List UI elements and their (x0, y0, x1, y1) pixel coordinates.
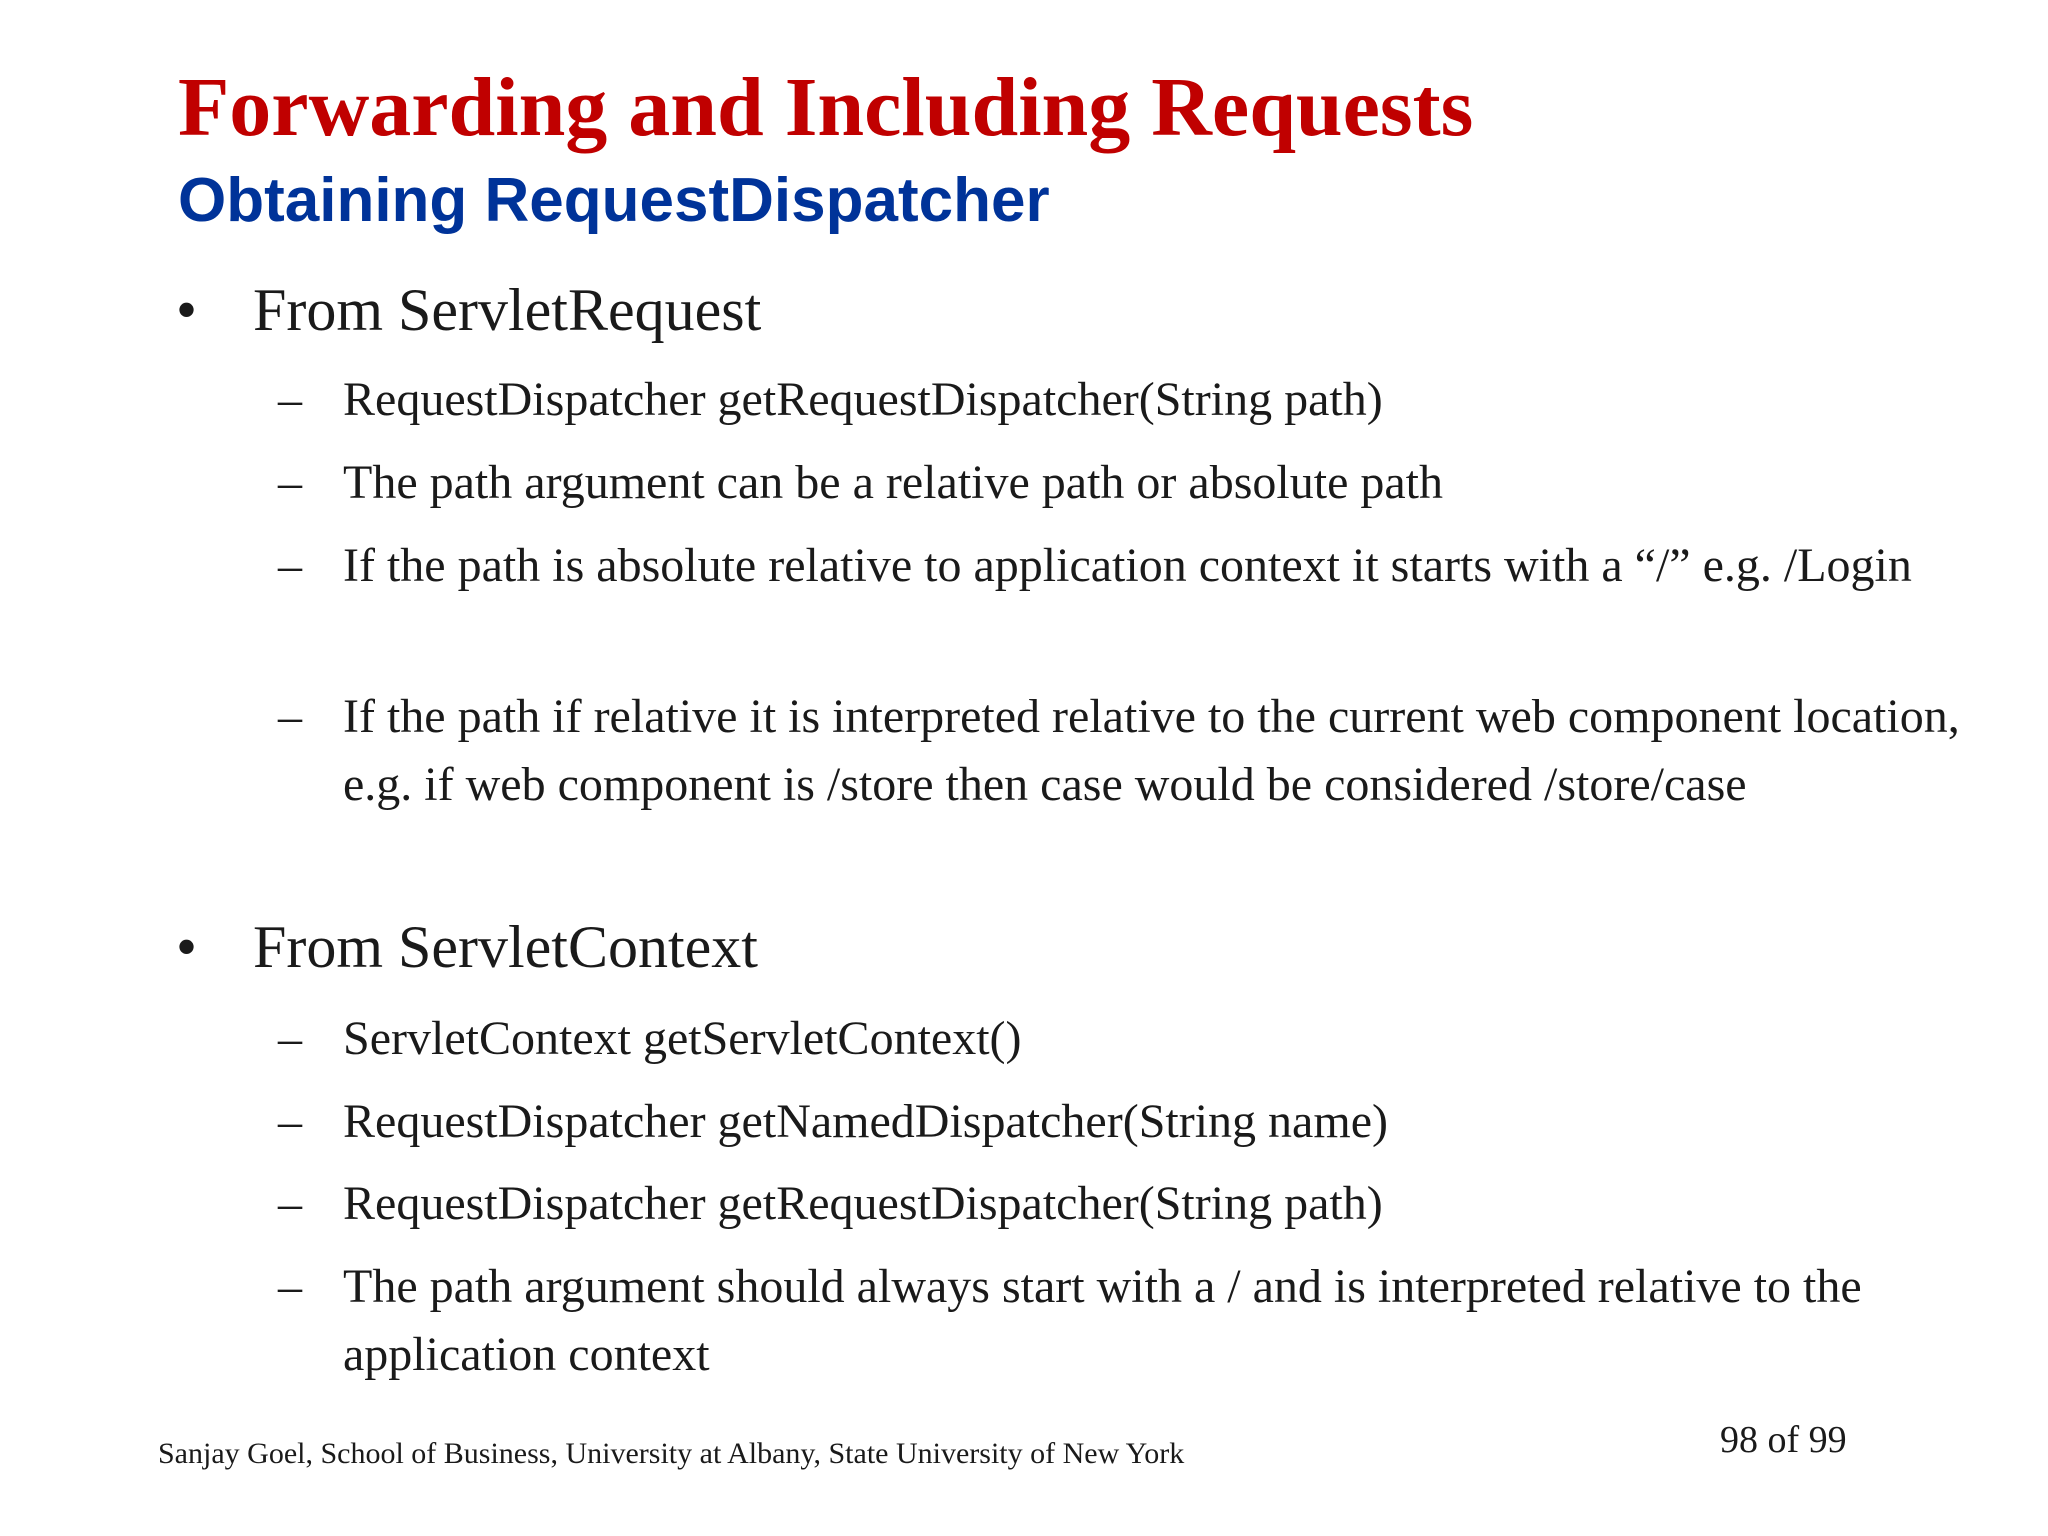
sub-marker: – (278, 1012, 302, 1065)
sub-marker: – (278, 456, 302, 509)
sub-marker: – (278, 539, 302, 592)
sub-marker: – (278, 1177, 302, 1230)
sub-item-text: RequestDispatcher getNamedDispatcher(String name) (343, 1095, 1388, 1148)
slide-subtitle: Obtaining RequestDispatcher (178, 166, 1050, 235)
sub-item-text: ServletContext getServletContext() (343, 1012, 1022, 1065)
sub-item-text: RequestDispatcher getRequestDispatcher(String path) (343, 373, 1383, 426)
bullet-marker: • (176, 914, 198, 980)
sub-item-text: If the path is absolute relative to application context it starts with a “/” e.g. /Login (343, 539, 1912, 592)
sub-marker: – (278, 373, 302, 426)
page-number: 98 of 99 (1720, 1419, 1847, 1461)
sub-marker: – (278, 1260, 302, 1313)
sub-item-text: RequestDispatcher getRequestDispatcher(String path) (343, 1177, 1383, 1230)
footer-credit: Sanjay Goel, School of Business, University at Albany, State University of New York (158, 1437, 1185, 1470)
sub-marker: – (278, 690, 302, 743)
bullet-marker: • (176, 277, 198, 343)
sub-marker: – (278, 1095, 302, 1148)
bullet-text: From ServletContext (253, 914, 758, 980)
slide-title: Forwarding and Including Requests (178, 61, 1474, 154)
sub-item-text: The path argument should always start with a / and is interpreted relative to the application context (343, 1260, 1862, 1381)
sub-item-text: The path argument can be a relative path or absolute path (343, 456, 1444, 509)
sub-item-text: If the path if relative it is interpreted relative to the current web component location, e.g. if web component is /store then case would be considered /store/case (343, 690, 1960, 811)
bullet-text: From ServletRequest (253, 277, 762, 343)
